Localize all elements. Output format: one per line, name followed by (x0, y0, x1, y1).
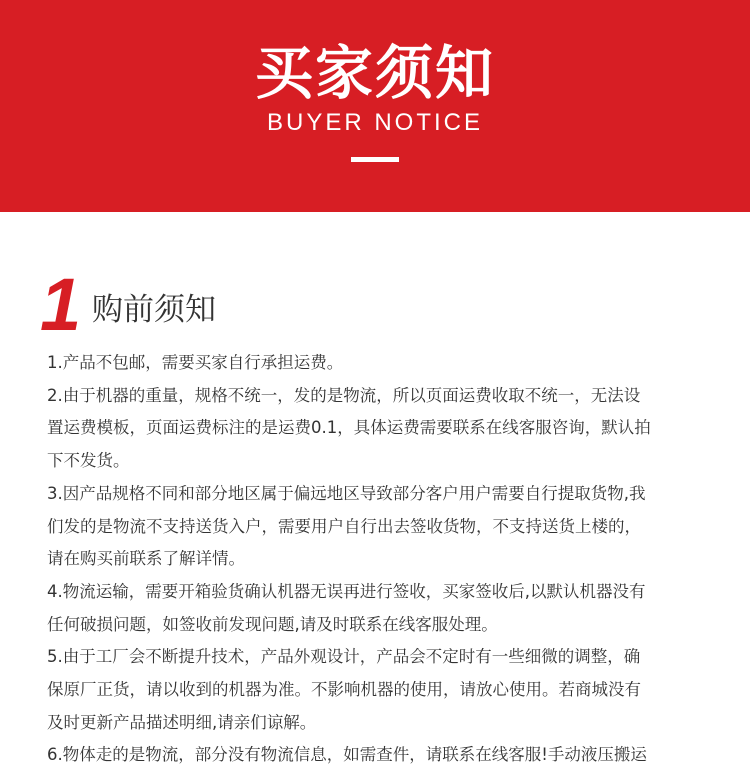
notice-item-5: 5.由于工厂会不断提升技术，产品外观设计，产品会不定时有一些细微的调整，确 保原厂正货，请以收到的机器为准。不影响机器的使用，请放心使用。若商城没有 及时更新产品描述明细,请亲们谅解。 (47, 647, 641, 732)
notice-list (47, 347, 707, 772)
notice-item-1: 1.产品不包邮，需要买家自行承担运费。 (47, 353, 344, 372)
page-subtitle: BUYER NOTICE (266, 109, 484, 136)
notice-item-6: 6.物体走的是物流，部分没有物流信息，如需查件，请联系在线客服!手动液压搬运 (47, 745, 647, 765)
page-title: 买家须知 (254, 39, 495, 107)
header-banner (0, 0, 750, 212)
notice-item-2: 2.由于机器的重量，规格不统一，发的是物流，所以页面运费收取不统一，无法设 置运费模板，页面运费标注的是运费0.1，具体运费需要联系在线客服咨询，默认拍 下不发货。 (47, 385, 651, 471)
title-divider (351, 157, 399, 162)
section-title: 购前须知 (92, 292, 216, 328)
notice-item-3: 3.因产品规格不同和部分地区属于偏远地区导致部分客户用户需要自行提取货物,我 们发的是物流不支持送货入户，需要用户自行出去签收货物，不支持送货上楼的， 请在购买前联系了解详情。 (47, 483, 646, 569)
notice-item-4: 4.物流运输，需要开箱验货确认机器无误再进行签收，买家签收后,以默认机器没有 任何破损问题，如签收前发现问题,请及时联系在线客服处理。 (47, 581, 646, 634)
section-number: 1 (40, 263, 82, 346)
